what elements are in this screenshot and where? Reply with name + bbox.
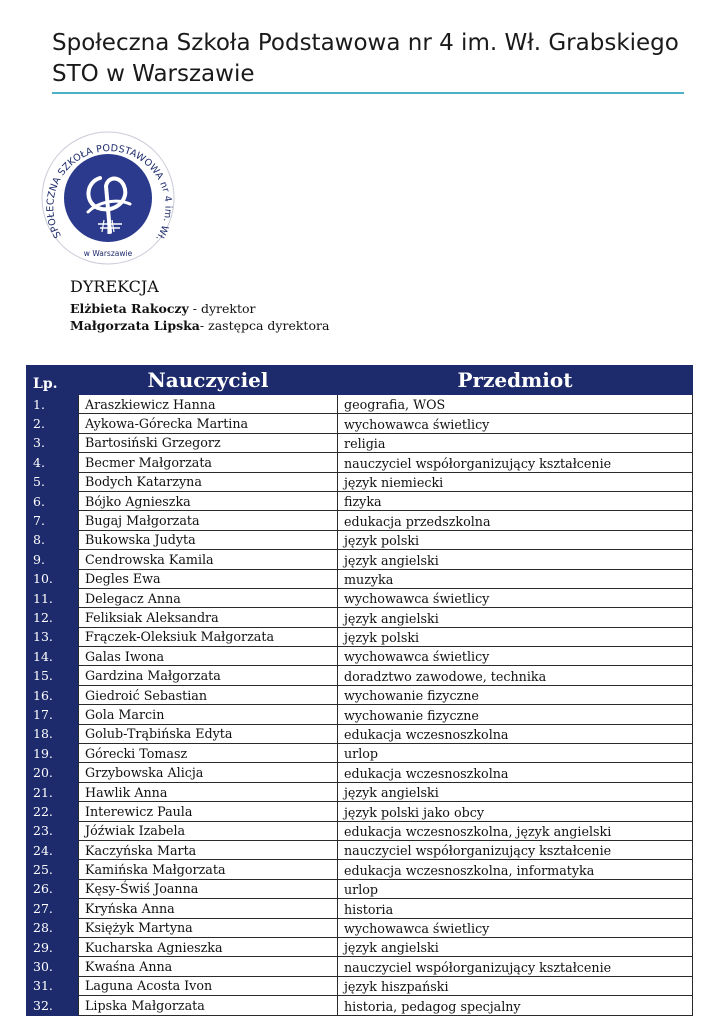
teacher-name: Interewicz Paula <box>79 802 338 821</box>
row-number: 30. <box>27 957 79 976</box>
table-row <box>27 569 693 588</box>
subject-name: język hiszpański <box>338 976 693 995</box>
teacher-name: Gardzina Małgorzata <box>79 666 338 685</box>
table-row <box>27 647 693 666</box>
table-row <box>27 491 693 510</box>
teacher-name: Księżyk Martyna <box>79 918 338 937</box>
subject-name: historia, pedagog specjalny <box>338 996 693 1015</box>
teacher-name: Feliksiak Aleksandra <box>79 608 338 627</box>
table-row <box>27 782 693 801</box>
subject-name: język angielski <box>338 937 693 956</box>
teacher-name: Górecki Tomasz <box>79 744 338 763</box>
row-number: 20. <box>27 763 79 782</box>
teacher-name: Bartosiński Grzegorz <box>79 433 338 452</box>
subject-name: historia <box>338 899 693 918</box>
header-lp: Lp. <box>27 366 79 395</box>
table-row <box>27 744 693 763</box>
teacher-name: Becmer Małgorzata <box>79 453 338 472</box>
table-row <box>27 472 693 491</box>
row-number: 31. <box>27 976 79 995</box>
subject-name: wychowanie fizyczne <box>338 705 693 724</box>
deputy-role: - zastępca dyrektora <box>199 318 330 333</box>
subject-name: geografia, WOS <box>338 395 693 414</box>
director-line <box>70 300 329 317</box>
row-number: 16. <box>27 685 79 704</box>
subject-name: język polski jako obcy <box>338 802 693 821</box>
subject-name: język niemiecki <box>338 472 693 491</box>
row-number: 17. <box>27 705 79 724</box>
teacher-name: Jóźwiak Izabela <box>79 821 338 840</box>
subject-name: muzyka <box>338 569 693 588</box>
document-title <box>52 28 679 90</box>
management-section <box>70 277 329 334</box>
subject-name: wychowawca świetlicy <box>338 588 693 607</box>
teachers-table <box>26 365 693 1016</box>
subject-name: język angielski <box>338 782 693 801</box>
row-number: 24. <box>27 840 79 859</box>
title-line-1: Społeczna Szkoła Podstawowa nr 4 im. Wł. Grabskiego <box>52 30 679 56</box>
teacher-name: Galas Iwona <box>79 647 338 666</box>
subject-name: edukacja wczesnoszkolna, informatyka <box>338 860 693 879</box>
title-divider <box>52 92 684 94</box>
subject-name: język angielski <box>338 550 693 569</box>
subject-name: wychowanie fizyczne <box>338 685 693 704</box>
subject-name: wychowawca świetlicy <box>338 918 693 937</box>
row-number: 13. <box>27 627 79 646</box>
teacher-name: Bójko Agnieszka <box>79 491 338 510</box>
row-number: 15. <box>27 666 79 685</box>
school-logo <box>38 120 178 270</box>
subject-name: nauczyciel współorganizujący kształcenie <box>338 957 693 976</box>
subject-name: urlop <box>338 879 693 898</box>
row-number: 3. <box>27 433 79 452</box>
table-row <box>27 453 693 472</box>
table-row <box>27 802 693 821</box>
table-row <box>27 666 693 685</box>
row-number: 10. <box>27 569 79 588</box>
teacher-name: Laguna Acosta Ivon <box>79 976 338 995</box>
table-row <box>27 588 693 607</box>
table-header-row <box>27 366 693 395</box>
table-row <box>27 530 693 549</box>
row-number: 4. <box>27 453 79 472</box>
row-number: 6. <box>27 491 79 510</box>
teacher-name: Gola Marcin <box>79 705 338 724</box>
subject-name: język polski <box>338 530 693 549</box>
subject-name: język polski <box>338 627 693 646</box>
subject-name: wychowawca świetlicy <box>338 414 693 433</box>
table-row <box>27 705 693 724</box>
table-row <box>27 763 693 782</box>
table-row <box>27 608 693 627</box>
svg-text:w Warszawie: w Warszawie <box>83 249 133 258</box>
subject-name: język angielski <box>338 608 693 627</box>
teacher-name: Delegacz Anna <box>79 588 338 607</box>
table-row <box>27 860 693 879</box>
teacher-name: Kamińska Małgorzata <box>79 860 338 879</box>
teacher-name: Kęsy-Świś Joanna <box>79 879 338 898</box>
subject-name: urlop <box>338 744 693 763</box>
teacher-name: Hawlik Anna <box>79 782 338 801</box>
row-number: 27. <box>27 899 79 918</box>
row-number: 19. <box>27 744 79 763</box>
table-row <box>27 840 693 859</box>
row-number: 1. <box>27 395 79 414</box>
subject-name: religia <box>338 433 693 452</box>
subject-name: fizyka <box>338 491 693 510</box>
table-row <box>27 996 693 1015</box>
row-number: 21. <box>27 782 79 801</box>
deputy-line <box>70 317 329 334</box>
teacher-name: Frączek-Oleksiuk Małgorzata <box>79 627 338 646</box>
subject-name: doradztwo zawodowe, technika <box>338 666 693 685</box>
teacher-name: Giedroić Sebastian <box>79 685 338 704</box>
table-row <box>27 433 693 452</box>
row-number: 18. <box>27 724 79 743</box>
teacher-name: Kryńska Anna <box>79 899 338 918</box>
subject-name: edukacja wczesnoszkolna <box>338 763 693 782</box>
teacher-name: Golub-Trąbińska Edyta <box>79 724 338 743</box>
table-row <box>27 685 693 704</box>
teacher-name: Bodych Katarzyna <box>79 472 338 491</box>
row-number: 14. <box>27 647 79 666</box>
table-row <box>27 395 693 414</box>
management-heading: DYREKCJA <box>70 277 159 296</box>
table-row <box>27 724 693 743</box>
row-number: 26. <box>27 879 79 898</box>
teacher-name: Bugaj Małgorzata <box>79 511 338 530</box>
row-number: 2. <box>27 414 79 433</box>
teacher-name: Kaczyńska Marta <box>79 840 338 859</box>
teacher-name: Araszkiewicz Hanna <box>79 395 338 414</box>
subject-name: wychowawca świetlicy <box>338 647 693 666</box>
row-number: 9. <box>27 550 79 569</box>
teacher-name: Cendrowska Kamila <box>79 550 338 569</box>
row-number: 23. <box>27 821 79 840</box>
row-number: 7. <box>27 511 79 530</box>
subject-name: nauczyciel współorganizujący kształcenie <box>338 453 693 472</box>
subject-name: edukacja wczesnoszkolna <box>338 724 693 743</box>
row-number: 25. <box>27 860 79 879</box>
subject-name: nauczyciel współorganizujący kształcenie <box>338 840 693 859</box>
row-number: 12. <box>27 608 79 627</box>
deputy-name: Małgorzata Lipska <box>70 318 200 333</box>
row-number: 29. <box>27 937 79 956</box>
row-number: 28. <box>27 918 79 937</box>
table-row <box>27 976 693 995</box>
row-number: 32. <box>27 996 79 1015</box>
teacher-name: Grzybowska Alicja <box>79 763 338 782</box>
header-subject: Przedmiot <box>338 366 693 395</box>
subject-name: edukacja wczesnoszkolna, język angielski <box>338 821 693 840</box>
header-teacher: Nauczyciel <box>79 366 338 395</box>
table-row <box>27 511 693 530</box>
row-number: 5. <box>27 472 79 491</box>
teacher-name: Aykowa-Górecka Martina <box>79 414 338 433</box>
row-number: 22. <box>27 802 79 821</box>
teacher-name: Kucharska Agnieszka <box>79 937 338 956</box>
table-row <box>27 937 693 956</box>
table-row <box>27 821 693 840</box>
teacher-name: Degles Ewa <box>79 569 338 588</box>
table-row <box>27 414 693 433</box>
table-row <box>27 550 693 569</box>
table-row <box>27 627 693 646</box>
row-number: 8. <box>27 530 79 549</box>
table-row <box>27 957 693 976</box>
row-number: 11. <box>27 588 79 607</box>
svg-text:SPOŁECZNA SZKOŁA PODSTAWOWA nr: SPOŁECZNA SZKOŁA PODSTAWOWA nr 4 im. Wł. <box>45 142 174 243</box>
director-name: Elżbieta Rakoczy <box>70 301 189 316</box>
subject-name: edukacja przedszkolna <box>338 511 693 530</box>
teacher-name: Kwaśna Anna <box>79 957 338 976</box>
teacher-name: Bukowska Judyta <box>79 530 338 549</box>
title-line-2: STO w Warszawie <box>52 61 255 87</box>
table-row <box>27 899 693 918</box>
table-row <box>27 879 693 898</box>
teacher-name: Lipska Małgorzata <box>79 996 338 1015</box>
table-row <box>27 918 693 937</box>
director-role: - dyrektor <box>188 301 256 316</box>
